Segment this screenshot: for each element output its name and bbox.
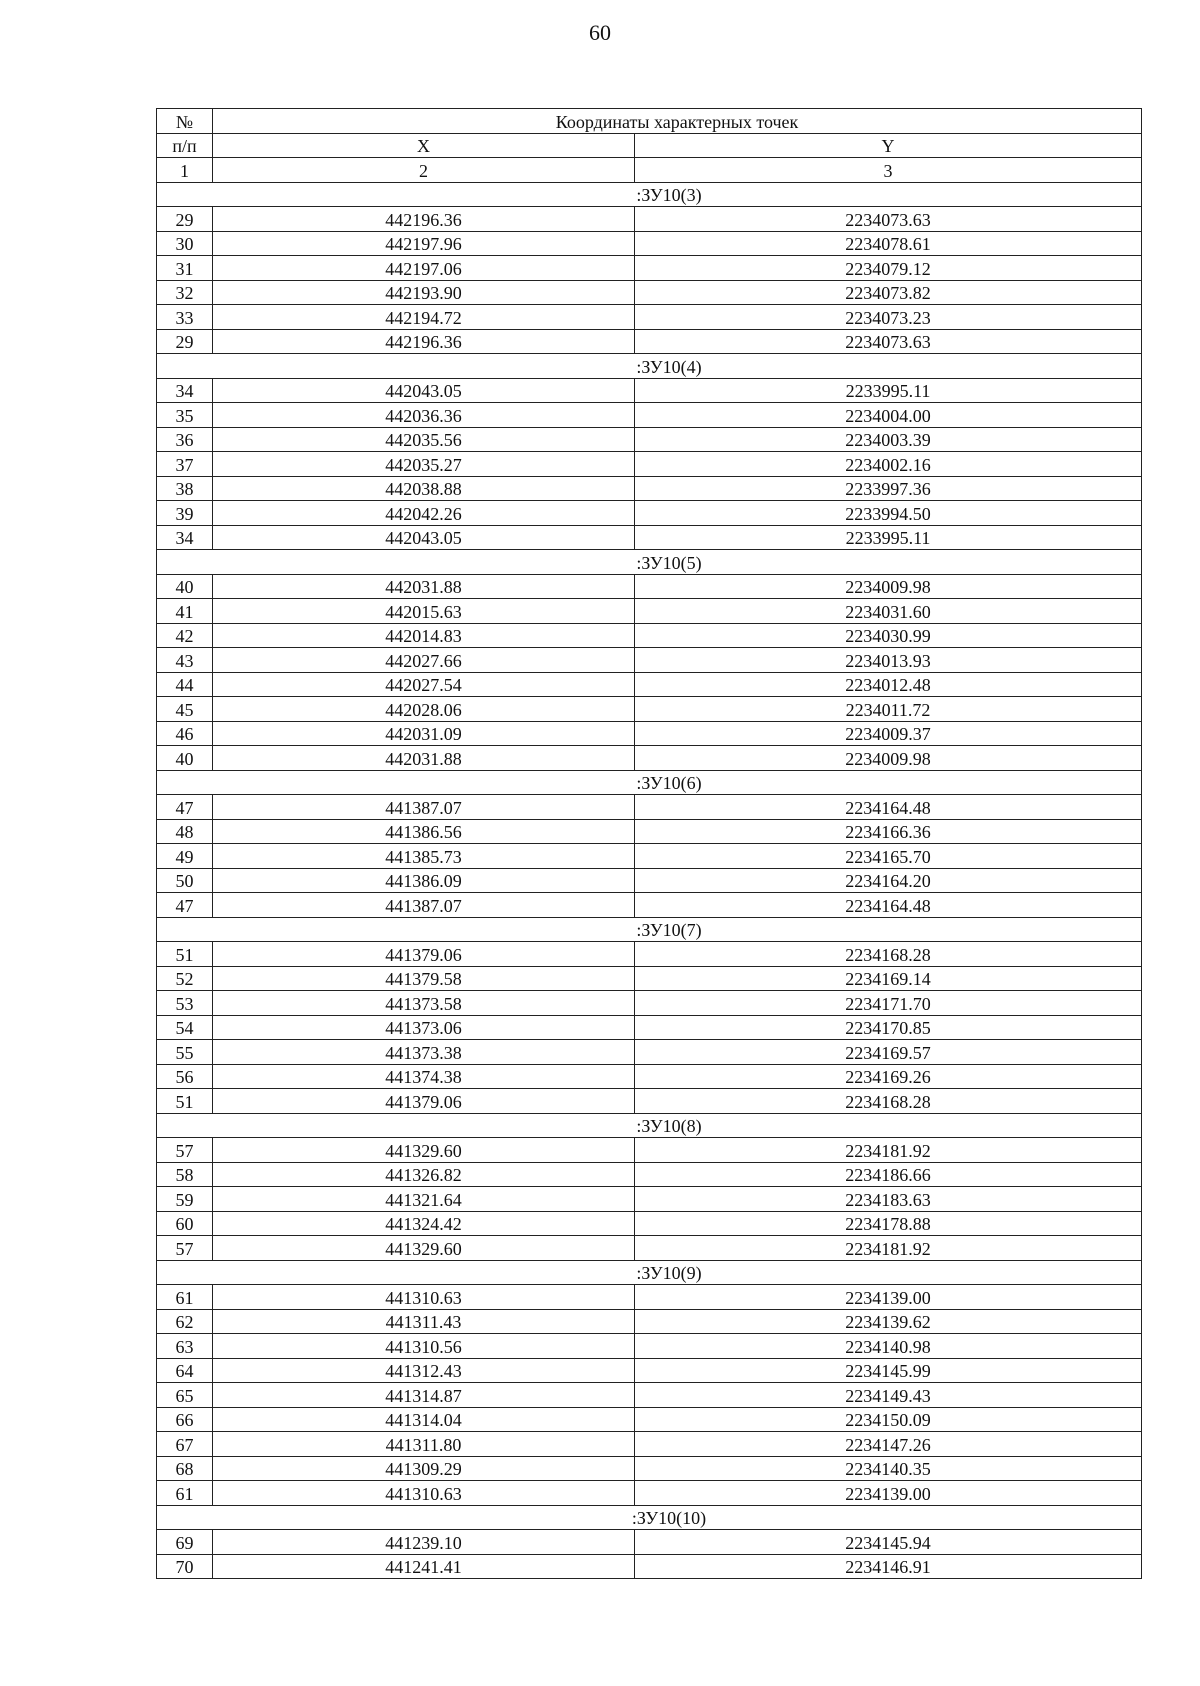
point-number: 61 <box>157 1285 213 1310</box>
point-number: 43 <box>157 648 213 673</box>
y-coordinate: 2234003.39 <box>635 427 1142 452</box>
y-coordinate: 2234166.36 <box>635 819 1142 844</box>
page-number: 60 <box>589 20 611 45</box>
section-row <box>157 354 1142 379</box>
section-row <box>157 550 1142 575</box>
x-coordinate: 442043.05 <box>213 378 635 403</box>
x-coordinate: 441314.04 <box>213 1407 635 1432</box>
x-coordinate: 441387.07 <box>213 893 635 918</box>
point-number: 30 <box>157 231 213 256</box>
point-number: 50 <box>157 868 213 893</box>
x-coordinate: 441386.09 <box>213 868 635 893</box>
point-number: 34 <box>157 525 213 550</box>
y-coordinate: 2234145.99 <box>635 1358 1142 1383</box>
x-coordinate: 441241.41 <box>213 1554 635 1579</box>
table-row <box>157 1334 1142 1359</box>
point-number: 33 <box>157 305 213 330</box>
y-coordinate: 2234140.98 <box>635 1334 1142 1359</box>
table-row <box>157 452 1142 477</box>
point-number: 47 <box>157 795 213 820</box>
y-coordinate: 2234009.98 <box>635 746 1142 771</box>
table-row <box>157 574 1142 599</box>
header-col-2: 2 <box>213 158 635 183</box>
table-row <box>157 378 1142 403</box>
x-coordinate: 441310.63 <box>213 1285 635 1310</box>
table-row <box>157 1015 1142 1040</box>
point-number: 65 <box>157 1383 213 1408</box>
table-row <box>157 721 1142 746</box>
y-coordinate: 2234013.93 <box>635 648 1142 673</box>
table-row <box>157 1358 1142 1383</box>
section-row <box>157 1113 1142 1138</box>
table-row <box>157 403 1142 428</box>
x-coordinate: 442196.36 <box>213 329 635 354</box>
point-number: 44 <box>157 672 213 697</box>
section-row <box>157 1260 1142 1285</box>
header-col-3: 3 <box>635 158 1142 183</box>
point-number: 60 <box>157 1211 213 1236</box>
point-number: 56 <box>157 1064 213 1089</box>
x-coordinate: 442015.63 <box>213 599 635 624</box>
point-number: 68 <box>157 1456 213 1481</box>
section-title: :ЗУ10(5) <box>157 550 1142 575</box>
x-coordinate: 441386.56 <box>213 819 635 844</box>
point-number: 58 <box>157 1162 213 1187</box>
x-coordinate: 442197.06 <box>213 256 635 281</box>
point-number: 61 <box>157 1481 213 1506</box>
point-number: 70 <box>157 1554 213 1579</box>
table-row <box>157 1456 1142 1481</box>
table-row <box>157 648 1142 673</box>
table-row <box>157 1530 1142 1555</box>
x-coordinate: 441326.82 <box>213 1162 635 1187</box>
y-coordinate: 2234147.26 <box>635 1432 1142 1457</box>
section-row <box>157 917 1142 942</box>
table-row <box>157 1285 1142 1310</box>
y-coordinate: 2234031.60 <box>635 599 1142 624</box>
x-coordinate: 442038.88 <box>213 476 635 501</box>
section-row <box>157 182 1142 207</box>
y-coordinate: 2234178.88 <box>635 1211 1142 1236</box>
y-coordinate: 2234169.26 <box>635 1064 1142 1089</box>
header-x-label: X <box>213 133 635 158</box>
x-coordinate: 441309.29 <box>213 1456 635 1481</box>
table-row <box>157 1187 1142 1212</box>
table-row <box>157 893 1142 918</box>
x-coordinate: 442031.88 <box>213 746 635 771</box>
y-coordinate: 2234149.43 <box>635 1383 1142 1408</box>
section-title: :ЗУ10(8) <box>157 1113 1142 1138</box>
header-num-bottom: п/п <box>157 133 213 158</box>
point-number: 57 <box>157 1236 213 1261</box>
x-coordinate: 442028.06 <box>213 697 635 722</box>
table-row <box>157 1064 1142 1089</box>
x-coordinate: 441311.80 <box>213 1432 635 1457</box>
table-row <box>157 501 1142 526</box>
table-row <box>157 991 1142 1016</box>
table-row <box>157 525 1142 550</box>
table-row <box>157 1481 1142 1506</box>
point-number: 48 <box>157 819 213 844</box>
y-coordinate: 2234073.82 <box>635 280 1142 305</box>
point-number: 40 <box>157 574 213 599</box>
table-row <box>157 329 1142 354</box>
table-row <box>157 966 1142 991</box>
section-title: :ЗУ10(6) <box>157 770 1142 795</box>
y-coordinate: 2234009.37 <box>635 721 1142 746</box>
point-number: 31 <box>157 256 213 281</box>
y-coordinate: 2234002.16 <box>635 452 1142 477</box>
point-number: 47 <box>157 893 213 918</box>
table-row <box>157 942 1142 967</box>
point-number: 54 <box>157 1015 213 1040</box>
x-coordinate: 442027.66 <box>213 648 635 673</box>
y-coordinate: 2234145.94 <box>635 1530 1142 1555</box>
header-y-label: Y <box>635 133 1142 158</box>
section-title: :ЗУ10(7) <box>157 917 1142 942</box>
x-coordinate: 441310.63 <box>213 1481 635 1506</box>
y-coordinate: 2234164.48 <box>635 893 1142 918</box>
y-coordinate: 2234168.28 <box>635 942 1142 967</box>
y-coordinate: 2234004.00 <box>635 403 1142 428</box>
table-row <box>157 746 1142 771</box>
y-coordinate: 2234169.14 <box>635 966 1142 991</box>
x-coordinate: 441379.06 <box>213 942 635 967</box>
x-coordinate: 442035.27 <box>213 452 635 477</box>
table-row <box>157 1383 1142 1408</box>
y-coordinate: 2234164.48 <box>635 795 1142 820</box>
x-coordinate: 441387.07 <box>213 795 635 820</box>
table-row <box>157 1162 1142 1187</box>
section-title: :ЗУ10(4) <box>157 354 1142 379</box>
table-row <box>157 231 1142 256</box>
y-coordinate: 2233997.36 <box>635 476 1142 501</box>
point-number: 29 <box>157 329 213 354</box>
table-row <box>157 1554 1142 1579</box>
y-coordinate: 2233995.11 <box>635 378 1142 403</box>
table-row <box>157 280 1142 305</box>
x-coordinate: 441321.64 <box>213 1187 635 1212</box>
y-coordinate: 2234164.20 <box>635 868 1142 893</box>
y-coordinate: 2234183.63 <box>635 1187 1142 1212</box>
point-number: 59 <box>157 1187 213 1212</box>
x-coordinate: 442031.09 <box>213 721 635 746</box>
y-coordinate: 2233995.11 <box>635 525 1142 550</box>
point-number: 49 <box>157 844 213 869</box>
y-coordinate: 2234139.00 <box>635 1285 1142 1310</box>
point-number: 29 <box>157 207 213 232</box>
point-number: 45 <box>157 697 213 722</box>
section-row <box>157 1505 1142 1530</box>
x-coordinate: 442014.83 <box>213 623 635 648</box>
section-row <box>157 770 1142 795</box>
x-coordinate: 441311.43 <box>213 1309 635 1334</box>
point-number: 64 <box>157 1358 213 1383</box>
y-coordinate: 2234011.72 <box>635 697 1142 722</box>
coordinates-table <box>156 108 1142 1579</box>
x-coordinate: 441310.56 <box>213 1334 635 1359</box>
table-row <box>157 427 1142 452</box>
table-row <box>157 476 1142 501</box>
section-title: :ЗУ10(3) <box>157 182 1142 207</box>
x-coordinate: 441239.10 <box>213 1530 635 1555</box>
x-coordinate: 441314.87 <box>213 1383 635 1408</box>
table-row <box>157 1040 1142 1065</box>
y-coordinate: 2234170.85 <box>635 1015 1142 1040</box>
point-number: 36 <box>157 427 213 452</box>
section-title: :ЗУ10(10) <box>157 1505 1142 1530</box>
point-number: 53 <box>157 991 213 1016</box>
x-coordinate: 441385.73 <box>213 844 635 869</box>
table-row <box>157 256 1142 281</box>
point-number: 63 <box>157 1334 213 1359</box>
point-number: 57 <box>157 1138 213 1163</box>
y-coordinate: 2234146.91 <box>635 1554 1142 1579</box>
x-coordinate: 442042.26 <box>213 501 635 526</box>
table-row <box>157 1211 1142 1236</box>
table-row <box>157 207 1142 232</box>
y-coordinate: 2234150.09 <box>635 1407 1142 1432</box>
point-number: 62 <box>157 1309 213 1334</box>
table-row <box>157 1432 1142 1457</box>
y-coordinate: 2234073.63 <box>635 207 1142 232</box>
header-num-top: № <box>157 109 213 134</box>
y-coordinate: 2234030.99 <box>635 623 1142 648</box>
header-col-1: 1 <box>157 158 213 183</box>
y-coordinate: 2234009.98 <box>635 574 1142 599</box>
point-number: 34 <box>157 378 213 403</box>
y-coordinate: 2234012.48 <box>635 672 1142 697</box>
table-row <box>157 672 1142 697</box>
y-coordinate: 2234139.00 <box>635 1481 1142 1506</box>
point-number: 67 <box>157 1432 213 1457</box>
y-coordinate: 2234139.62 <box>635 1309 1142 1334</box>
table-row <box>157 1407 1142 1432</box>
x-coordinate: 442197.96 <box>213 231 635 256</box>
point-number: 40 <box>157 746 213 771</box>
x-coordinate: 441329.60 <box>213 1236 635 1261</box>
point-number: 55 <box>157 1040 213 1065</box>
point-number: 41 <box>157 599 213 624</box>
x-coordinate: 442035.56 <box>213 427 635 452</box>
x-coordinate: 442196.36 <box>213 207 635 232</box>
y-coordinate: 2234079.12 <box>635 256 1142 281</box>
y-coordinate: 2234073.23 <box>635 305 1142 330</box>
point-number: 51 <box>157 1089 213 1114</box>
table-row <box>157 844 1142 869</box>
y-coordinate: 2234181.92 <box>635 1138 1142 1163</box>
point-number: 38 <box>157 476 213 501</box>
x-coordinate: 441379.06 <box>213 1089 635 1114</box>
x-coordinate: 441329.60 <box>213 1138 635 1163</box>
point-number: 39 <box>157 501 213 526</box>
point-number: 66 <box>157 1407 213 1432</box>
table-row <box>157 697 1142 722</box>
y-coordinate: 2234078.61 <box>635 231 1142 256</box>
point-number: 35 <box>157 403 213 428</box>
x-coordinate: 442193.90 <box>213 280 635 305</box>
table-row <box>157 1089 1142 1114</box>
section-title: :ЗУ10(9) <box>157 1260 1142 1285</box>
table-row <box>157 1309 1142 1334</box>
x-coordinate: 441373.06 <box>213 1015 635 1040</box>
table-row <box>157 599 1142 624</box>
y-coordinate: 2234168.28 <box>635 1089 1142 1114</box>
table-row <box>157 868 1142 893</box>
x-coordinate: 442043.05 <box>213 525 635 550</box>
point-number: 37 <box>157 452 213 477</box>
point-number: 32 <box>157 280 213 305</box>
x-coordinate: 441379.58 <box>213 966 635 991</box>
table-row <box>157 795 1142 820</box>
y-coordinate: 2234186.66 <box>635 1162 1142 1187</box>
table-row <box>157 819 1142 844</box>
y-coordinate: 2233994.50 <box>635 501 1142 526</box>
point-number: 52 <box>157 966 213 991</box>
x-coordinate: 441374.38 <box>213 1064 635 1089</box>
x-coordinate: 441312.43 <box>213 1358 635 1383</box>
x-coordinate: 442027.54 <box>213 672 635 697</box>
x-coordinate: 441373.58 <box>213 991 635 1016</box>
x-coordinate: 442031.88 <box>213 574 635 599</box>
y-coordinate: 2234165.70 <box>635 844 1142 869</box>
y-coordinate: 2234181.92 <box>635 1236 1142 1261</box>
table-row <box>157 623 1142 648</box>
x-coordinate: 441324.42 <box>213 1211 635 1236</box>
y-coordinate: 2234073.63 <box>635 329 1142 354</box>
point-number: 69 <box>157 1530 213 1555</box>
x-coordinate: 441373.38 <box>213 1040 635 1065</box>
y-coordinate: 2234169.57 <box>635 1040 1142 1065</box>
point-number: 46 <box>157 721 213 746</box>
point-number: 42 <box>157 623 213 648</box>
point-number: 51 <box>157 942 213 967</box>
table-row <box>157 1138 1142 1163</box>
header-coords-title: Координаты характерных точек <box>213 109 1142 134</box>
x-coordinate: 442194.72 <box>213 305 635 330</box>
table-body <box>157 182 1142 1579</box>
x-coordinate: 442036.36 <box>213 403 635 428</box>
table-row <box>157 305 1142 330</box>
y-coordinate: 2234171.70 <box>635 991 1142 1016</box>
table-row <box>157 1236 1142 1261</box>
y-coordinate: 2234140.35 <box>635 1456 1142 1481</box>
